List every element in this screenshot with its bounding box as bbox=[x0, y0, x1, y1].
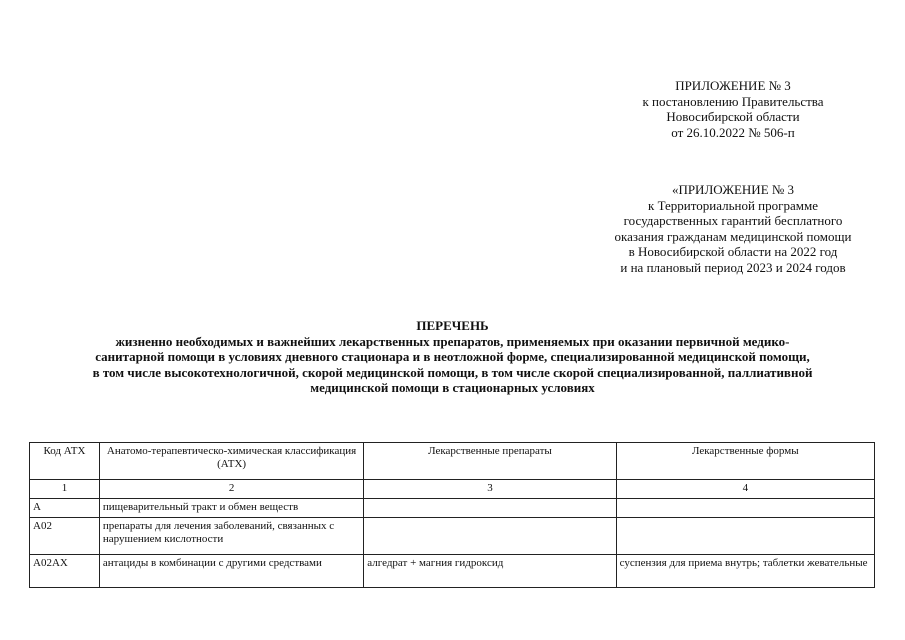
cell-code: A02AX bbox=[30, 555, 100, 588]
title-line: в том числе высокотехнологичной, скорой медицинской помощи, в том числе скорой специализированной, паллиативной bbox=[92, 364, 813, 380]
column-number: 1 bbox=[30, 480, 100, 499]
cell-classification: препараты для лечения заболеваний, связанных с нарушением кислотности bbox=[99, 518, 363, 555]
column-number-row bbox=[30, 480, 875, 499]
appendix-line: и на плановый период 2023 и 2024 годов bbox=[620, 259, 846, 275]
appendix-header bbox=[560, 78, 905, 140]
cell-drugs: алгедрат + магния гидроксид bbox=[364, 555, 616, 588]
column-number: 4 bbox=[616, 480, 874, 499]
column-number: 2 bbox=[99, 480, 363, 499]
appendix-line: к постановлению Правительства bbox=[642, 93, 824, 109]
appendix-line: в Новосибирской области на 2022 год bbox=[628, 244, 838, 260]
table-row bbox=[30, 499, 875, 518]
program-appendix-header bbox=[560, 182, 905, 276]
header-drugs: Лекарственные препараты bbox=[364, 443, 616, 480]
cell-code: A bbox=[30, 499, 100, 518]
column-number: 3 bbox=[364, 480, 616, 499]
title-line: жизненно необходимых и важнейших лекарственных препаратов, применяемых при оказании первичной медико- bbox=[115, 333, 790, 349]
cell-code: A02 bbox=[30, 518, 100, 555]
appendix-line: ПРИЛОЖЕНИЕ № 3 bbox=[675, 78, 791, 93]
title-line: санитарной помощи в условиях дневного стационара и в неотложной форме, специализированной медицинской помощи, bbox=[95, 349, 810, 365]
appendix-line: оказания гражданам медицинской помощи bbox=[614, 228, 852, 244]
appendix-line: Новосибирской области bbox=[666, 109, 800, 125]
drug-list-table bbox=[29, 442, 875, 588]
document-title bbox=[20, 318, 885, 396]
cell-drugs bbox=[364, 499, 616, 518]
table-row bbox=[30, 518, 875, 555]
title-line: медицинской помощи в стационарных условиях bbox=[310, 380, 595, 396]
header-classification: Анатомо-терапевтическо-химическая классификация (АТХ) bbox=[99, 443, 363, 480]
appendix-line: к Территориальной программе bbox=[648, 197, 818, 213]
header-forms: Лекарственные формы bbox=[616, 443, 874, 480]
appendix-line: государственных гарантий бесплатного bbox=[623, 213, 843, 229]
cell-forms bbox=[616, 499, 874, 518]
header-code: Код АТХ bbox=[30, 443, 100, 480]
table-row bbox=[30, 555, 875, 588]
appendix-line: «ПРИЛОЖЕНИЕ № 3 bbox=[671, 182, 795, 197]
appendix-line: от 26.10.2022 № 506-п bbox=[671, 124, 795, 140]
cell-forms bbox=[616, 518, 874, 555]
cell-classification: пищеварительный тракт и обмен веществ bbox=[99, 499, 363, 518]
cell-drugs bbox=[364, 518, 616, 555]
cell-forms: суспензия для приема внутрь; таблетки жевательные bbox=[616, 555, 874, 588]
table-header-row bbox=[30, 443, 875, 480]
title-heading: ПЕРЕЧЕНЬ bbox=[416, 318, 489, 333]
cell-classification: антациды в комбинации с другими средствами bbox=[99, 555, 363, 588]
